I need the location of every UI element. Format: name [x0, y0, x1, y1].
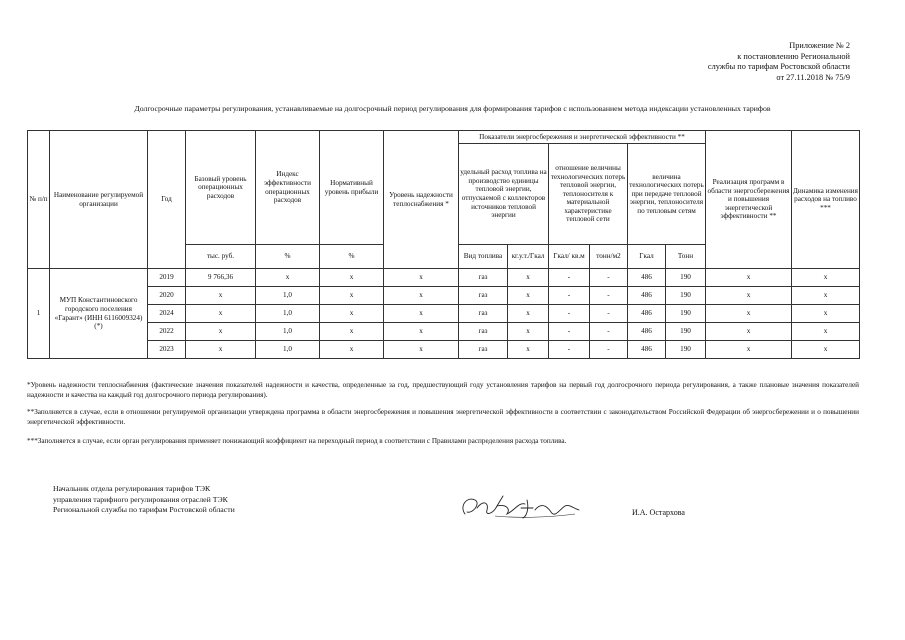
table-row [28, 323, 860, 341]
unit-fuel-type: Вид топлива [459, 245, 508, 269]
cell-index: 1,0 [256, 323, 320, 341]
cell-fuel-rate: х [508, 269, 549, 287]
cell-year: 2022 [148, 323, 186, 341]
cell-base: х [186, 287, 256, 305]
signatory-name: И.А. Остархова [632, 508, 685, 517]
org-name: МУП Константиновского городского поселения «Гарант» (ИНН 6116009324) (*) [50, 269, 148, 359]
cell-fuel-rate: х [508, 323, 549, 341]
unit-fuel-rate: кг.у.т./Гкал [508, 245, 549, 269]
header-year: Год [148, 131, 186, 269]
document-title: Долгосрочные параметры регулирования, устанавливаемые на долгосрочный период регулирования для формирования тарифов с использованием метода индексации установленных тарифов [134, 104, 771, 113]
appendix-line-4: от 27.11.2018 № 75/9 [776, 72, 850, 82]
cell-tonn: 190 [666, 305, 706, 323]
cell-loss-t: - [590, 323, 628, 341]
cell-dynamics: х [792, 287, 860, 305]
cell-dynamics: х [792, 305, 860, 323]
cell-dynamics: х [792, 323, 860, 341]
cell-base: х [186, 305, 256, 323]
cell-loss-t: - [590, 341, 628, 359]
cell-loss-sqm: - [549, 287, 590, 305]
org-num: 1 [28, 269, 50, 359]
cell-program: х [706, 287, 792, 305]
header-fuel-rate: удельный расход топлива на производство единицы тепловой энергии, отпускаемой с коллекторов источников тепловой энергии [459, 144, 549, 245]
cell-fuel: газ [459, 341, 508, 359]
cell-fuel: газ [459, 323, 508, 341]
header-num: № п/п [28, 131, 50, 269]
cell-reliability: х [384, 305, 459, 323]
table-row [28, 305, 860, 323]
cell-fuel: газ [459, 287, 508, 305]
cell-year: 2024 [148, 305, 186, 323]
header-reliability: Уровень надежности теплоснабжения * [384, 131, 459, 269]
cell-tonn: 190 [666, 269, 706, 287]
header-row-1 [28, 131, 860, 144]
cell-loss-sqm: - [549, 269, 590, 287]
table-row [28, 287, 860, 305]
cell-base: 9 766,36 [186, 269, 256, 287]
footnote-reliability: *Уровень надежности теплоснабжения (фактические значения показателей надежности и качества, определенные за год, предшествующий году установления тарифов на первый год долгосрочного периода регулирования, а также плановые значения показателей надежности и качества на каждый год долгосрочного периода регулирования). [27, 381, 859, 399]
cell-index: х [256, 269, 320, 287]
cell-gcal: 486 [628, 323, 666, 341]
cell-fuel-rate: х [508, 341, 549, 359]
signatory-line-2: управления тарифного регулирования отраслей ТЭК [53, 494, 228, 504]
cell-tonn: 190 [666, 323, 706, 341]
cell-profit: х [320, 323, 384, 341]
table-row [28, 341, 860, 359]
cell-tonn: 190 [666, 341, 706, 359]
table-row [28, 269, 860, 287]
unit-loss-volume-2: Тонн [666, 245, 706, 269]
cell-reliability: х [384, 341, 459, 359]
cell-program: х [706, 305, 792, 323]
signatory-line-3: Региональной службы по тарифам Ростовской области [53, 505, 235, 514]
cell-program: х [706, 269, 792, 287]
cell-year: 2020 [148, 287, 186, 305]
cell-reliability: х [384, 269, 459, 287]
cell-base: х [186, 341, 256, 359]
cell-loss-t: - [590, 269, 628, 287]
cell-dynamics: х [792, 341, 860, 359]
cell-loss-sqm: - [549, 323, 590, 341]
unit-base-level: тыс. руб. [186, 245, 256, 269]
appendix-header [620, 41, 850, 83]
cell-profit: х [320, 287, 384, 305]
cell-loss-t: - [590, 305, 628, 323]
cell-gcal: 486 [628, 269, 666, 287]
handwritten-signature [455, 488, 585, 524]
signatory-line-1: Начальник отдела регулирования тарифов ТЭК [53, 484, 211, 493]
header-base-level: Базовый уровень операционных расходов [186, 131, 256, 245]
cell-program: х [706, 341, 792, 359]
cell-gcal: 486 [628, 341, 666, 359]
appendix-line-2: к постановлению Региональной [737, 51, 850, 61]
cell-program: х [706, 323, 792, 341]
header-loss-ratio: отношение величины технологических потерь тепловой энергии, теплоносителя к материальной характеристике тепловой сети [549, 144, 628, 245]
header-efficiency-index: Индекс эффективности операционных расходов [256, 131, 320, 245]
cell-index: 1,0 [256, 305, 320, 323]
cell-loss-sqm: - [549, 341, 590, 359]
cell-index: 1,0 [256, 287, 320, 305]
header-profit-level: Нормативный уровень прибыли [320, 131, 384, 245]
appendix-line-3: службы по тарифам Ростовской области [707, 62, 850, 71]
unit-profit-level: % [320, 245, 384, 269]
cell-loss-t: - [590, 287, 628, 305]
unit-loss-ratio-1: Гкал/ кв.м [549, 245, 590, 269]
cell-year: 2019 [148, 269, 186, 287]
appendix-line-1: Приложение № 2 [789, 41, 850, 50]
signatory-position [53, 484, 235, 516]
cell-fuel-rate: х [508, 287, 549, 305]
cell-year: 2023 [148, 341, 186, 359]
cell-fuel: газ [459, 305, 508, 323]
header-fuel-dynamics: Динамика изменения расходов на топливо *** [792, 131, 860, 269]
unit-loss-volume-1: Гкал [628, 245, 666, 269]
unit-loss-ratio-2: тонн/м2 [590, 245, 628, 269]
parameters-table [27, 130, 860, 359]
unit-efficiency-index: % [256, 245, 320, 269]
cell-gcal: 486 [628, 287, 666, 305]
footnote-fuel-dynamics: ***Заполняется в случае, если орган регулирования применяет понижающий коэффициент на переходный период в соответствии с Правилами распределения расхода топлива. [27, 437, 567, 445]
cell-dynamics: х [792, 269, 860, 287]
cell-gcal: 486 [628, 305, 666, 323]
cell-fuel-rate: х [508, 305, 549, 323]
cell-profit: х [320, 269, 384, 287]
header-energy-group: Показатели энергосбережения и энергетической эффективности ** [459, 131, 706, 144]
cell-profit: х [320, 341, 384, 359]
cell-fuel: газ [459, 269, 508, 287]
footnote-energy-program: **Заполняется в случае, если в отношении регулируемой организации утверждена программа в области энергосбережения и повышения энергетической эффективности в соответствии с законодательством Российской Федерации об энергосбережении и о повышении энергетической эффективности. [27, 408, 859, 426]
cell-reliability: х [384, 287, 459, 305]
cell-loss-sqm: - [549, 305, 590, 323]
header-org-name: Наименование регулируемой организации [50, 131, 148, 269]
cell-tonn: 190 [666, 287, 706, 305]
cell-profit: х [320, 305, 384, 323]
header-loss-volume: величина технологических потерь при передаче тепловой энергии, теплоносителя по тепловым сетям [628, 144, 706, 245]
header-program: Реализация программ в области энергосбережения и повышения энергетической эффективности ** [706, 131, 792, 269]
cell-reliability: х [384, 323, 459, 341]
cell-index: 1,0 [256, 341, 320, 359]
cell-base: х [186, 323, 256, 341]
